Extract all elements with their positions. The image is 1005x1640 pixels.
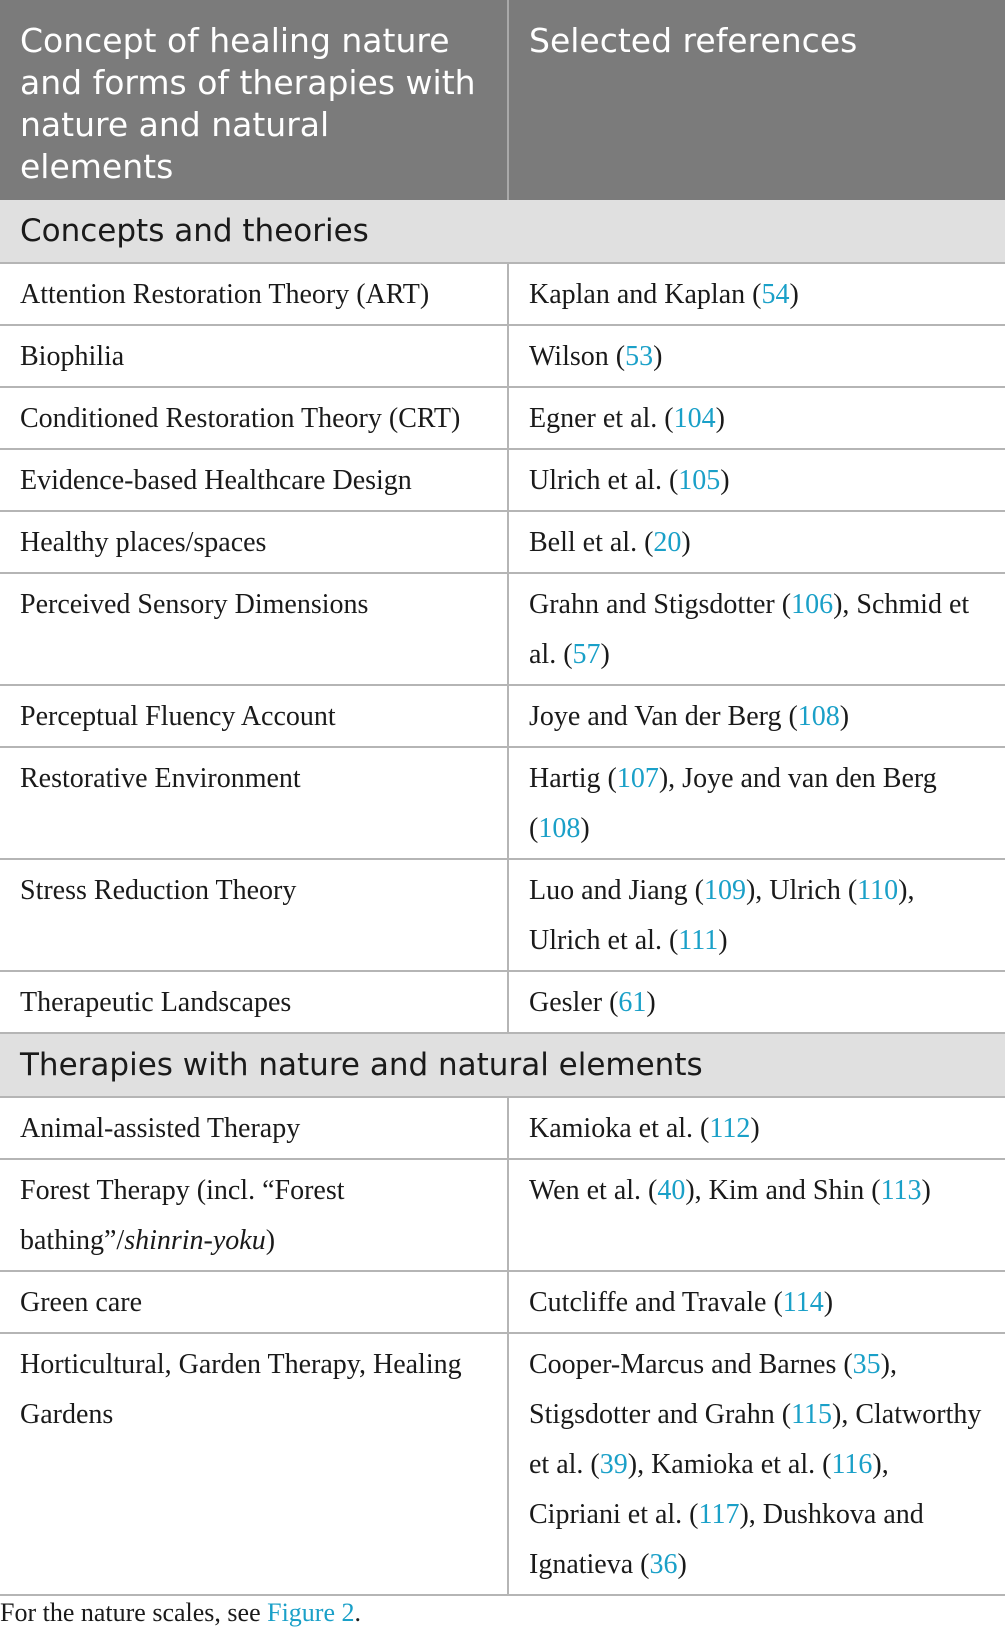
reference-link[interactable]: 109 xyxy=(703,875,746,906)
concept-text: Forest Therapy (incl. “Forest bathing”/ xyxy=(20,1175,345,1256)
footnote-suffix: . xyxy=(354,1598,362,1627)
concept-text: Perceptual Fluency Account xyxy=(20,701,336,732)
reference-link[interactable]: 108 xyxy=(538,813,581,844)
reference-text: Cutcliffe and Travale ( xyxy=(529,1287,783,1318)
references-cell xyxy=(508,859,1005,971)
section-row xyxy=(0,1033,1005,1097)
reference-text: Egner et al. ( xyxy=(529,403,674,434)
reference-text: Joye and Van der Berg ( xyxy=(529,701,798,732)
reference-text: Cooper-Marcus and Barnes ( xyxy=(529,1349,853,1380)
concept-cell xyxy=(0,263,508,325)
reference-link[interactable]: 110 xyxy=(857,875,899,906)
footnote-text: For the nature scales, see xyxy=(0,1598,268,1627)
reference-text: ), Cipriani et al. ( xyxy=(529,1449,889,1530)
reference-text: ), Stigsdotter and Grahn ( xyxy=(529,1349,897,1430)
reference-text: Wen et al. ( xyxy=(529,1175,658,1206)
reference-text: ), Joye and van den Berg ( xyxy=(529,763,937,844)
concept-cell xyxy=(0,449,508,511)
reference-link[interactable]: 115 xyxy=(791,1399,833,1430)
reference-link[interactable]: 40 xyxy=(657,1175,686,1206)
concept-text: Therapeutic Landscapes xyxy=(20,987,292,1018)
reference-text: Ulrich et al. ( xyxy=(529,465,679,496)
reference-text: ) xyxy=(600,639,610,670)
reference-text: ) xyxy=(823,1287,834,1318)
table-row xyxy=(0,511,1005,573)
reference-text: Hartig ( xyxy=(529,763,617,794)
reference-link[interactable]: 116 xyxy=(831,1449,873,1480)
concept-cell xyxy=(0,685,508,747)
table-row xyxy=(0,449,1005,511)
reference-text: Kaplan and Kaplan ( xyxy=(529,279,762,310)
section-row xyxy=(0,200,1005,263)
table-row xyxy=(0,1097,1005,1159)
reference-text: ), Dushkova and Ignatieva ( xyxy=(529,1499,924,1580)
references-cell xyxy=(508,387,1005,449)
reference-text: ), Schmid et al. ( xyxy=(529,589,970,670)
concept-cell xyxy=(0,747,508,859)
concept-text: Perceived Sensory Dimensions xyxy=(20,589,369,620)
reference-link[interactable]: 113 xyxy=(880,1175,922,1206)
references-cell xyxy=(508,971,1005,1033)
concept-text: Healthy places/spaces xyxy=(20,527,267,558)
references-cell xyxy=(508,449,1005,511)
reference-link[interactable]: 107 xyxy=(616,763,659,794)
concept-text: Restorative Environment xyxy=(20,763,301,794)
reference-text: Bell et al. ( xyxy=(529,527,654,558)
reference-text: ), Clatworthy et al. ( xyxy=(529,1399,982,1480)
header-references: Selected references xyxy=(508,0,1005,200)
references-cell xyxy=(508,1159,1005,1271)
concept-cell xyxy=(0,1271,508,1333)
header-concept: Concept of healing nature and forms of therapies with nature and natural elements xyxy=(0,0,508,200)
reference-text: Gesler ( xyxy=(529,987,619,1018)
table-row xyxy=(0,325,1005,387)
reference-link[interactable]: 36 xyxy=(649,1549,678,1580)
reference-link[interactable]: 53 xyxy=(625,341,654,372)
table-row xyxy=(0,1271,1005,1333)
reference-text: ) xyxy=(839,701,850,732)
concept-cell xyxy=(0,971,508,1033)
reference-text: Kamioka et al. ( xyxy=(529,1113,710,1144)
reference-text: ) xyxy=(653,341,663,372)
reference-link[interactable]: 114 xyxy=(782,1287,824,1318)
reference-link[interactable]: 108 xyxy=(797,701,840,732)
concept-cell xyxy=(0,573,508,685)
references-cell xyxy=(508,747,1005,859)
concept-text: Animal-assisted Therapy xyxy=(20,1113,301,1144)
reference-link[interactable]: 54 xyxy=(761,279,790,310)
reference-link[interactable]: 61 xyxy=(618,987,647,1018)
section-title: Therapies with nature and natural elements xyxy=(0,1033,1005,1097)
references-cell xyxy=(508,1333,1005,1595)
references-cell xyxy=(508,263,1005,325)
table-header-row xyxy=(0,0,1005,200)
reference-link[interactable]: 111 xyxy=(678,925,719,956)
table-row xyxy=(0,1333,1005,1595)
table-row xyxy=(0,1159,1005,1271)
table-body xyxy=(0,200,1005,1595)
table-footnote xyxy=(0,1598,361,1628)
table-row xyxy=(0,859,1005,971)
concept-text: Evidence-based Healthcare Design xyxy=(20,465,412,496)
table-row xyxy=(0,387,1005,449)
reference-text: ) xyxy=(718,925,728,956)
reference-text: Luo and Jiang ( xyxy=(529,875,704,906)
reference-text: ) xyxy=(750,1113,760,1144)
reference-text: ), Ulrich et al. ( xyxy=(529,875,915,956)
concept-italic-text: shinrin-yoku xyxy=(124,1225,266,1256)
reference-text: ) xyxy=(681,527,691,558)
table-row xyxy=(0,747,1005,859)
reference-text: ) xyxy=(921,1175,931,1206)
reference-text: ) xyxy=(580,813,590,844)
references-cell xyxy=(508,1097,1005,1159)
reference-link[interactable]: 112 xyxy=(709,1113,751,1144)
reference-text: ) xyxy=(646,987,656,1018)
concept-text: Biophilia xyxy=(20,341,125,372)
reference-text: Wilson ( xyxy=(529,341,626,372)
concept-text: ) xyxy=(265,1225,276,1256)
section-title: Concepts and theories xyxy=(0,200,1005,263)
concept-text: Attention Restoration Theory (ART) xyxy=(20,279,430,310)
reference-link[interactable]: 39 xyxy=(599,1449,628,1480)
table-row xyxy=(0,263,1005,325)
table-row xyxy=(0,573,1005,685)
concept-text: Stress Reduction Theory xyxy=(20,875,297,906)
reference-link[interactable]: 117 xyxy=(698,1499,740,1530)
concept-text: Conditioned Restoration Theory (CRT) xyxy=(20,403,461,434)
concept-cell xyxy=(0,1097,508,1159)
reference-link[interactable]: 106 xyxy=(791,589,834,620)
reference-text: ) xyxy=(715,403,725,434)
reference-text: Grahn and Stigsdotter ( xyxy=(529,589,792,620)
figure-link[interactable]: Figure 2 xyxy=(267,1598,355,1627)
reference-text: ), Ulrich ( xyxy=(745,875,858,906)
concept-text: Green care xyxy=(20,1287,143,1318)
table-row xyxy=(0,971,1005,1033)
references-cell xyxy=(508,325,1005,387)
concept-cell xyxy=(0,325,508,387)
references-cell xyxy=(508,1271,1005,1333)
concept-cell xyxy=(0,1333,508,1595)
reference-link[interactable]: 105 xyxy=(678,465,721,496)
reference-text: ) xyxy=(720,465,730,496)
concept-cell xyxy=(0,387,508,449)
references-cell xyxy=(508,685,1005,747)
reference-text: ) xyxy=(789,279,799,310)
table-row xyxy=(0,685,1005,747)
reference-text: ), Kim and Shin ( xyxy=(685,1175,881,1206)
reference-link[interactable]: 57 xyxy=(572,639,601,670)
reference-link[interactable]: 20 xyxy=(653,527,682,558)
references-cell xyxy=(508,573,1005,685)
concept-cell xyxy=(0,1159,508,1271)
references-cell xyxy=(508,511,1005,573)
concept-cell xyxy=(0,511,508,573)
concept-text: Horticultural, Garden Therapy, Healing Gardens xyxy=(20,1349,462,1430)
reference-text: ), Kamioka et al. ( xyxy=(627,1449,832,1480)
reference-link[interactable]: 35 xyxy=(852,1349,881,1380)
concept-cell xyxy=(0,859,508,971)
reference-link[interactable]: 104 xyxy=(673,403,716,434)
reference-text: ) xyxy=(677,1549,687,1580)
